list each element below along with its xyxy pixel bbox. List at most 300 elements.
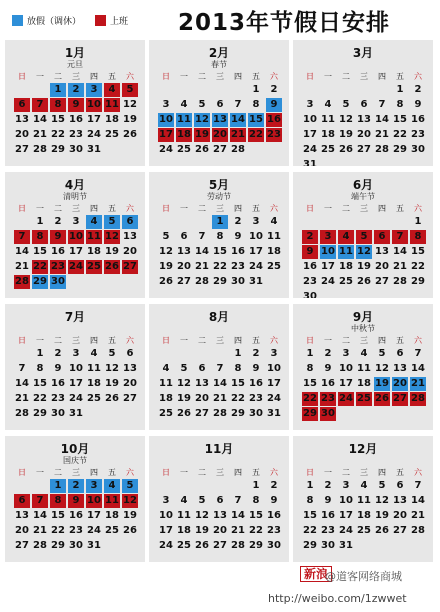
day: 24 [69,393,83,404]
weekday-header [301,467,433,479]
day: 8 [396,99,404,110]
legend [12,14,142,27]
day: 29 [393,144,407,155]
day: 28 [33,144,47,155]
day: 13 [213,510,227,521]
weekday-label: 日 [18,468,26,477]
day: 13 [123,363,137,374]
day: 10 [303,114,317,125]
weekday-label: 六 [126,72,134,81]
day: 9 [414,99,422,110]
day: 11 [267,231,281,242]
day: 5 [198,99,206,110]
day: 23 [231,261,245,272]
weekday-header [301,203,433,215]
day-work: 2 [302,230,318,244]
holiday-name: 端午节 [351,192,375,201]
day-holiday: 29 [33,276,47,287]
day: 30 [411,144,425,155]
day-holiday: 2 [68,479,84,493]
day-grid [301,347,433,422]
weekday-label: 五 [252,336,260,345]
day: 14 [33,114,47,125]
day: 19 [105,246,119,257]
day: 30 [249,408,263,419]
month-panel [5,436,145,562]
day: 27 [357,144,371,155]
day: 12 [339,114,353,125]
day: 20 [123,246,137,257]
day-grid [13,479,145,554]
day: 20 [15,525,29,536]
day: 22 [249,525,263,536]
day-grid [13,347,145,422]
day-holiday: 20 [393,378,407,389]
day: 31 [69,408,83,419]
day: 1 [36,216,44,227]
day: 1 [414,216,422,227]
empty-day [373,83,391,98]
day: 17 [159,525,173,536]
empty-day [373,215,391,230]
month-name: 10月 [60,442,90,456]
day: 18 [87,378,101,389]
day: 21 [411,510,425,521]
day: 9 [54,363,62,374]
empty-day [157,347,175,362]
weekday-label: 六 [270,204,278,213]
day: 21 [33,525,47,536]
day: 15 [411,246,425,257]
day-work: 28 [15,276,29,287]
weekday-label: 五 [108,468,116,477]
empty-day [13,215,31,230]
month-panel [293,40,433,166]
day: 25 [105,525,119,536]
holiday-name: 春节 [211,60,227,69]
weekday-label: 五 [108,204,116,213]
day: 14 [33,510,47,521]
day: 27 [375,276,389,287]
day-holiday: 4 [86,215,102,229]
weekday-label: 六 [126,336,134,345]
weekday-label: 日 [162,72,170,81]
day: 16 [69,510,83,521]
day-work: 22 [33,261,47,272]
empty-day [319,215,337,230]
weekday-header [157,71,289,83]
day: 17 [87,510,101,521]
day-work: 12 [105,231,119,242]
day: 18 [339,261,353,272]
day: 15 [33,378,47,389]
day-work: 11 [105,495,119,506]
day: 7 [18,363,26,374]
day: 30 [321,540,335,551]
day: 27 [213,540,227,551]
day: 22 [411,261,425,272]
weekday-label: 四 [234,468,242,477]
day: 6 [396,348,404,359]
empty-day [157,215,175,230]
weekday-label: 三 [360,336,368,345]
day: 8 [36,363,44,374]
day-work: 28 [411,393,425,404]
day: 15 [51,510,65,521]
day-holiday: 12 [357,246,371,257]
holiday-name [293,456,433,466]
day: 5 [162,231,170,242]
day-work: 10 [69,231,83,242]
weekday-header [157,467,289,479]
weekday-label: 六 [414,72,422,81]
day: 21 [213,393,227,404]
work-swatch [95,15,106,26]
day: 13 [195,378,209,389]
day-holiday: 10 [159,114,173,125]
day: 9 [324,495,332,506]
day: 18 [105,510,119,521]
month-name: 11月 [204,442,234,456]
day-holiday: 1 [50,83,66,97]
day: 25 [87,393,101,404]
weibo-logo: 新浪 [300,566,332,582]
day: 26 [375,525,389,536]
day-work: 9 [50,230,66,244]
weekday-label: 五 [108,72,116,81]
day: 30 [69,540,83,551]
day: 24 [87,525,101,536]
legend-work [95,14,128,27]
day: 7 [414,480,422,491]
day: 5 [198,495,206,506]
day: 17 [339,378,353,389]
holiday-name: 元旦 [67,60,83,69]
day-grid [301,215,433,298]
day: 16 [69,114,83,125]
day: 12 [123,99,137,110]
day: 27 [123,393,137,404]
weekday-label: 三 [360,204,368,213]
weekday-label: 六 [414,204,422,213]
weekday-label: 六 [414,468,422,477]
weekday-label: 日 [306,336,314,345]
weekday-label: 三 [360,72,368,81]
empty-day [229,479,247,494]
empty-day [193,83,211,98]
day-holiday: 3 [86,83,102,97]
day-grid [157,347,289,422]
day: 2 [234,216,242,227]
day: 15 [303,378,317,389]
day: 15 [393,114,407,125]
weekday-label: 三 [72,204,80,213]
day-work: 6 [14,494,30,508]
day: 9 [234,231,242,242]
day: 7 [414,348,422,359]
day: 25 [339,276,353,287]
day-grid [13,215,145,290]
day-work: 9 [302,245,318,259]
month-name: 7月 [64,310,86,324]
day: 8 [216,231,224,242]
weekday-label: 五 [252,468,260,477]
empty-day [31,479,49,494]
day-work: 29 [303,408,317,419]
day: 28 [393,276,407,287]
day: 9 [270,495,278,506]
day-grid [157,479,289,554]
day: 10 [159,510,173,521]
day: 24 [159,144,173,155]
day: 18 [177,525,191,536]
weekday-label: 一 [36,468,44,477]
day-work: 16 [267,114,281,125]
empty-day [175,347,193,362]
day: 30 [267,540,281,551]
month-name: 9月 [352,310,374,324]
day: 19 [339,129,353,140]
day-work: 22 [303,393,317,404]
day: 25 [159,408,173,419]
day: 1 [36,348,44,359]
day: 29 [51,144,65,155]
day: 24 [303,144,317,155]
day: 4 [270,216,278,227]
empty-day [391,215,409,230]
day-work: 8 [50,494,66,508]
weekday-header [301,335,433,347]
day: 29 [213,276,227,287]
day-work: 6 [374,230,390,244]
day: 13 [123,231,137,242]
weekday-label: 四 [234,72,242,81]
weekday-label: 一 [180,72,188,81]
day: 13 [393,495,407,506]
day-holiday: 5 [122,479,138,493]
day: 27 [15,144,29,155]
day: 15 [33,246,47,257]
day: 27 [195,408,209,419]
empty-day [229,83,247,98]
weekday-label: 六 [270,468,278,477]
empty-day [13,347,31,362]
day-holiday: 4 [104,479,120,493]
holiday-name [5,324,145,334]
day: 9 [324,363,332,374]
day: 8 [234,363,242,374]
day: 4 [360,348,368,359]
day: 28 [375,144,389,155]
empty-day [319,83,337,98]
day-work: 24 [69,261,83,272]
day: 21 [33,129,47,140]
day: 22 [231,393,245,404]
empty-day [175,83,193,98]
day: 24 [267,393,281,404]
day: 6 [126,348,134,359]
day: 21 [15,261,29,272]
month-panel [5,40,145,166]
day: 28 [15,408,29,419]
day-holiday: 13 [213,114,227,125]
day: 24 [339,525,353,536]
day: 25 [177,144,191,155]
day: 6 [180,231,188,242]
weekday-label: 四 [90,468,98,477]
weekday-label: 四 [378,204,386,213]
day-work: 27 [123,261,137,272]
weekday-label: 六 [126,204,134,213]
empty-day [157,479,175,494]
day: 15 [303,510,317,521]
month-panel [149,304,289,430]
weekday-label: 一 [36,204,44,213]
day: 26 [339,144,353,155]
weekday-label: 一 [324,72,332,81]
weekday-label: 二 [54,336,62,345]
day-holiday: 11 [177,114,191,125]
day: 6 [216,495,224,506]
weekday-label: 二 [54,204,62,213]
day-work: 20 [213,129,227,140]
empty-day [211,479,229,494]
day: 26 [357,276,371,287]
day: 6 [396,480,404,491]
day-work: 22 [249,129,263,140]
weekday-label: 五 [252,72,260,81]
holiday-name [149,324,289,334]
day: 15 [51,114,65,125]
day: 3 [342,480,350,491]
day: 21 [15,393,29,404]
holiday-name: 国庆节 [63,456,87,465]
holiday-name: 劳动节 [207,192,231,201]
day: 28 [231,144,245,155]
weekday-label: 二 [342,72,350,81]
day-work: 24 [339,393,353,404]
day: 6 [360,99,368,110]
day-work: 7 [32,98,48,112]
day: 18 [357,510,371,521]
month-panel [293,436,433,562]
weekday-label: 一 [180,468,188,477]
weekday-label: 二 [198,336,206,345]
day-work: 7 [392,230,408,244]
weekday-label: 一 [324,468,332,477]
day: 13 [375,246,389,257]
day: 28 [411,525,425,536]
day-holiday: 12 [195,114,209,125]
weekday-label: 日 [306,72,314,81]
day: 10 [249,231,263,242]
legend-holiday [12,14,81,27]
day-grid [301,83,433,166]
weekday-label: 六 [126,468,134,477]
day: 21 [231,525,245,536]
empty-day [175,215,193,230]
weekday-header [13,203,145,215]
empty-day [193,347,211,362]
empty-day [211,347,229,362]
day: 22 [51,129,65,140]
day: 31 [267,408,281,419]
day-grid [301,479,433,554]
day: 4 [180,495,188,506]
day: 4 [162,363,170,374]
day-work: 25 [87,261,101,272]
weekday-label: 四 [378,72,386,81]
day: 18 [267,246,281,257]
day: 26 [105,393,119,404]
day: 18 [105,114,119,125]
month-name: 4月 [64,178,86,192]
day: 12 [375,363,389,374]
day: 29 [231,408,245,419]
day: 14 [195,246,209,257]
day: 7 [216,363,224,374]
day: 26 [159,276,173,287]
day-work: 9 [68,494,84,508]
day: 2 [270,84,278,95]
day: 29 [33,408,47,419]
month-panel [149,40,289,166]
day: 22 [213,261,227,272]
weekday-label: 四 [378,336,386,345]
day: 31 [249,276,263,287]
weekday-label: 一 [36,72,44,81]
day-work: 19 [195,129,209,140]
day-holiday: 10 [321,246,335,257]
weekday-label: 二 [198,468,206,477]
weekday-label: 五 [252,204,260,213]
day: 14 [393,246,407,257]
day: 18 [159,393,173,404]
day: 4 [90,348,98,359]
day: 5 [342,99,350,110]
empty-day [193,215,211,230]
day: 16 [51,246,65,257]
day-work: 5 [356,230,372,244]
header [0,0,440,38]
month-name: 2月 [208,46,230,60]
watermark-url: http://weibo.com/1zwwet [268,592,407,605]
day-work: 8 [410,230,426,244]
day-work: 8 [32,230,48,244]
day: 3 [252,216,260,227]
day-work: 18 [177,129,191,140]
empty-day [337,215,355,230]
day-holiday: 9 [266,98,282,112]
day: 15 [213,246,227,257]
month-name: 8月 [208,310,230,324]
empty-day [13,479,31,494]
day: 2 [324,480,332,491]
empty-day [211,83,229,98]
day: 3 [72,216,80,227]
day: 11 [321,114,335,125]
weekday-label: 三 [72,336,80,345]
day: 27 [15,540,29,551]
day: 18 [87,246,101,257]
day: 6 [198,363,206,374]
day: 1 [306,348,314,359]
day: 17 [69,246,83,257]
weekday-label: 六 [270,72,278,81]
calendar-grid [5,40,435,562]
empty-day [355,83,373,98]
day: 9 [252,363,260,374]
